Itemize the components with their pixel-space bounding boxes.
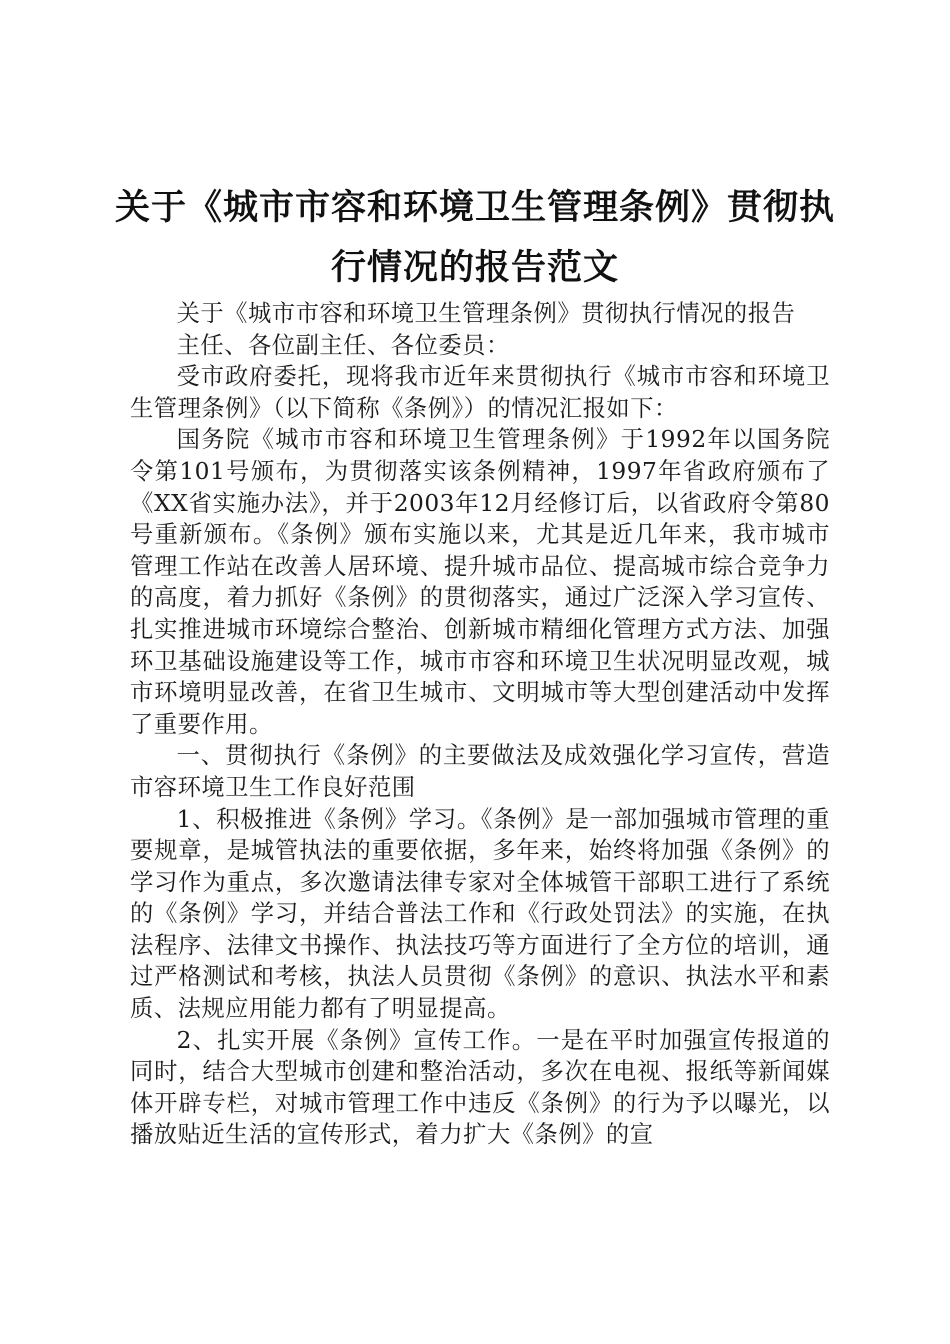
background-paragraph: 国务院《城市市容和环境卫生管理条例》于1992年以国务院令第101号颁布，为贯彻落实该条例精神，1997年省政府颁布了《XX省实施办法》，并于2003年12月经修订后，以省政府令第80号重新颁布。《条例》颁布实施以来，尤其是近几年来，我市城市管理工作站在改善人居环境、提升城市品位、提高城市综合竞争力的高度，着力抓好《条例》的贯彻落实，通过广泛深入学习宣传、扎实推进城市环境综合整治、创新城市精细化管理方式方法、加强环卫基础设施建设等工作，城市市容和环境卫生状况明显改观，城市环境明显改善，在省卫生城市、文明城市等大型创建活动中发挥了重要作用。	[130, 426, 830, 738]
section-heading: 一、贯彻执行《条例》的主要做法及成效强化学习宣传，营造市容环境卫生工作良好范围	[130, 742, 830, 801]
salutation: 主任、各位副主任、各位委员：	[176, 331, 510, 359]
point-2-paragraph: 2、扎实开展《条例》宣传工作。一是在平时加强宣传报道的同时，结合大型城市创建和整治活动，多次在电视、报纸等新闻媒体开辟专栏，对城市管理工作中违反《条例》的行为予以曝光，以播放贴近生活的宣传形式，着力扩大《条例》的宣	[130, 1026, 830, 1149]
document-title: 关于《城市市容和环境卫生管理条例》贯彻执行情况的报告范文	[114, 188, 835, 288]
intro-paragraph: 受市政府委托，现将我市近年来贯彻执行《城市市容和环境卫生管理条例》（以下简称《条例》）的情况汇报如下：	[130, 363, 830, 422]
report-heading: 关于《城市市容和环境卫生管理条例》贯彻执行情况的报告	[176, 300, 796, 327]
document-body	[130, 298, 830, 1151]
point-1-paragraph: 1、积极推进《条例》学习。《条例》是一部加强城市管理的重要规章，是城管执法的重要依据，多年来，始终将加强《条例》的学习作为重点，多次邀请法律专家对全体城管干部职工进行了系统的《条例》学习，并结合普法工作和《行政处罚法》的实施，在执法程序、法律文书操作、执法技巧等方面进行了全方位的培训，通过严格测试和考核，执法人员贯彻《条例》的意识、执法水平和素质、法规应用能力都有了明显提高。	[130, 805, 830, 1023]
